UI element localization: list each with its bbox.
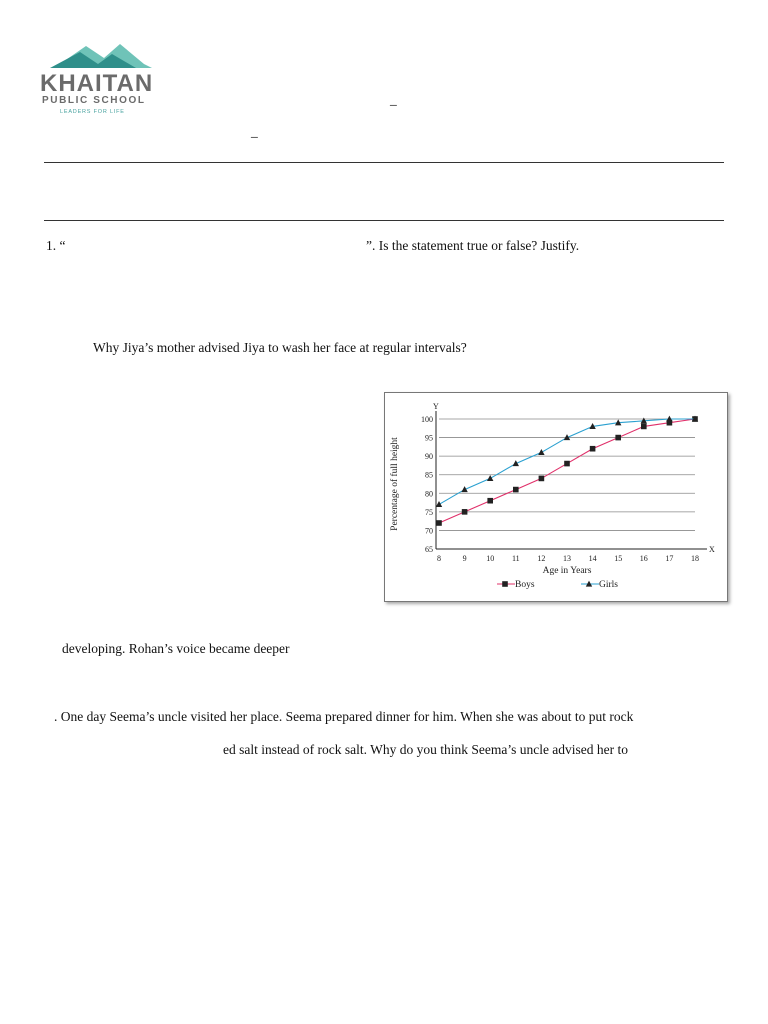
boys-data-point: [564, 461, 570, 467]
boys-legend-label: Boys: [515, 580, 535, 590]
question-1-number: 1. “: [46, 238, 66, 253]
x-tick-label: 18: [691, 554, 699, 563]
x-tick-label: 13: [563, 554, 571, 563]
x-axis-symbol: X: [709, 545, 715, 554]
boys-data-point: [487, 498, 493, 504]
y-tick-label: 100: [421, 415, 433, 424]
girls-data-point: [538, 449, 544, 455]
header-dash-1: _: [390, 92, 397, 107]
boys-data-point: [436, 520, 442, 526]
girls-data-point: [436, 501, 442, 507]
y-tick-label: 70: [425, 526, 433, 536]
x-tick-label: 12: [537, 554, 546, 563]
question-3-text: developing. Rohan’s voice became deeper: [62, 641, 290, 656]
y-axis-label: Percentage of full height: [390, 437, 400, 531]
girls-data-point: [487, 475, 493, 481]
y-tick-label: 80: [425, 489, 433, 499]
y-tick-label: 75: [425, 507, 433, 517]
question-1-text: ”. Is the statement true or false? Justify.: [366, 238, 580, 253]
boys-data-point: [590, 446, 596, 452]
y-axis-symbol: Y: [433, 402, 439, 411]
boys-data-point: [462, 509, 468, 515]
header-rule-top: [44, 162, 724, 163]
girls-legend-label: Girls: [599, 580, 618, 590]
x-tick-label: 17: [665, 554, 674, 563]
school-logo: [40, 40, 152, 120]
x-tick-label: 14: [588, 554, 597, 563]
x-tick-label: 16: [639, 554, 648, 563]
x-tick-label: 15: [614, 554, 623, 563]
x-tick-label: 11: [511, 554, 520, 563]
question-4-line-1: . One day Seema’s uncle visited her place. Seema prepared dinner for him. When she was about to put rock: [54, 709, 634, 724]
question-4-line-2: ed salt instead of rock salt. Why do you think Seema’s uncle advised her to: [223, 742, 629, 757]
growth-chart: [384, 392, 728, 602]
header-dash-2: _: [251, 124, 258, 139]
x-tick-label: 8: [437, 554, 441, 563]
growth-chart-svg: [385, 393, 727, 601]
question-2-text: Why Jiya’s mother advised Jiya to wash her face at regular intervals?: [93, 340, 467, 355]
boys-data-point: [513, 487, 519, 493]
header-rule-bottom: [44, 220, 724, 221]
boys-data-point: [641, 424, 647, 430]
y-tick-label: 95: [425, 433, 433, 443]
y-tick-label: 85: [425, 470, 433, 480]
y-tick-label: 65: [425, 545, 433, 554]
y-tick-label: 90: [425, 452, 433, 462]
school-tagline: LEADERS FOR LIFE: [60, 109, 125, 115]
boys-data-point: [539, 476, 545, 482]
mountain-logo-icon: [40, 40, 152, 72]
boys-legend-marker: [502, 581, 508, 587]
x-axis-label: Age in Years: [542, 566, 592, 576]
x-tick-label: 10: [486, 554, 495, 563]
school-name: KHAITAN: [40, 70, 154, 97]
boys-data-point: [615, 435, 621, 441]
x-tick-label: 9: [462, 554, 467, 563]
school-subtitle: PUBLIC SCHOOL: [42, 95, 146, 106]
